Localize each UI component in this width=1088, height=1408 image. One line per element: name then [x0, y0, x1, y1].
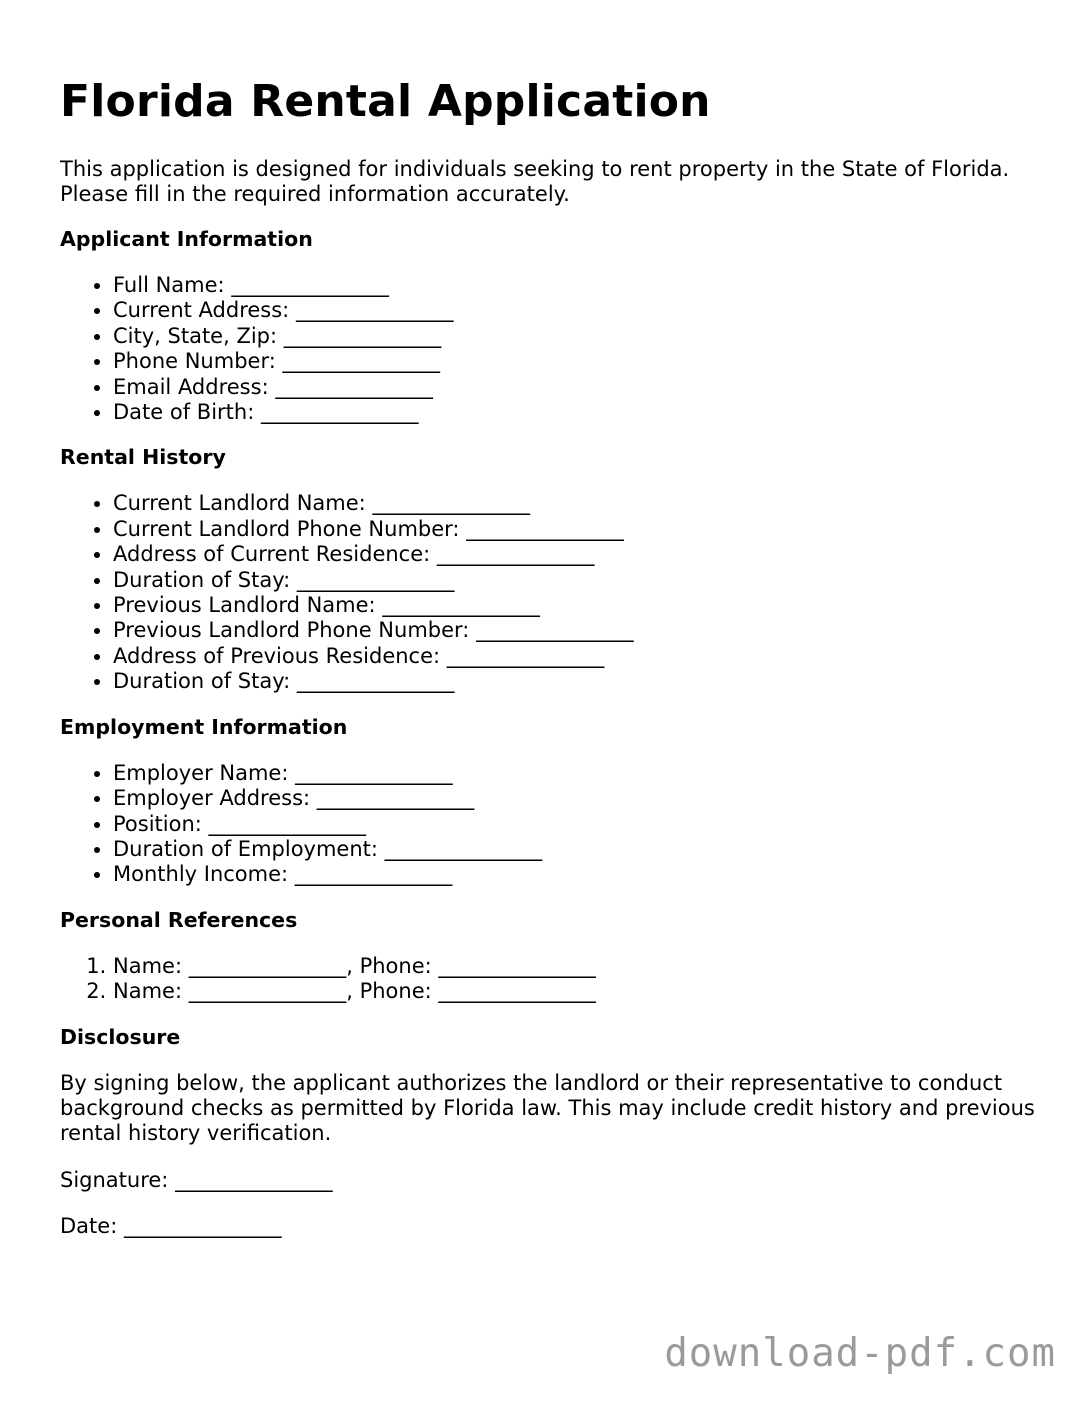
section-heading-applicant: Applicant Information — [60, 227, 313, 251]
reference-phone-label: , Phone: — [346, 953, 432, 978]
signature-label: Signature: — [60, 1167, 169, 1192]
field-label: Position: — [113, 811, 202, 836]
list-item — [113, 273, 1040, 298]
fill-in-blank[interactable]: _______________ — [294, 862, 453, 887]
list-item — [113, 786, 1040, 811]
field-label: Current Landlord Name: — [113, 491, 366, 516]
list-item — [113, 644, 1040, 669]
list-item — [113, 542, 1040, 567]
date-blank[interactable]: _______________ — [123, 1213, 282, 1238]
intro-paragraph: This application is designed for individuals seeking to rent property in the State of Florida. Please fill in the required information accurately. — [60, 157, 1010, 206]
field-label: Full Name: — [113, 273, 225, 297]
field-label: Employer Name: — [113, 760, 289, 785]
list-item — [113, 618, 1040, 643]
reference-phone-label: , Phone: — [346, 979, 432, 1004]
fill-in-blank[interactable]: _______________ — [295, 760, 453, 785]
fill-in-blank[interactable]: _______________ — [436, 542, 595, 567]
fill-in-blank[interactable]: _______________ — [372, 491, 530, 516]
list-item — [113, 568, 1040, 593]
reference-name-label: Name: — [113, 979, 183, 1004]
list-item — [113, 324, 1040, 349]
signature-line — [60, 1168, 1040, 1193]
employment-field-list — [60, 761, 1040, 888]
signature-blank[interactable]: _______________ — [175, 1167, 333, 1192]
list-item — [113, 400, 1040, 425]
fill-in-blank[interactable]: _______________ — [188, 979, 347, 1004]
field-label: Duration of Employment: — [113, 836, 378, 861]
fill-in-blank[interactable]: _______________ — [275, 374, 433, 399]
list-item — [113, 593, 1040, 618]
fill-in-blank[interactable]: _______________ — [438, 979, 596, 1004]
fill-in-blank[interactable]: _______________ — [382, 593, 540, 618]
field-label: Monthly Income: — [113, 862, 289, 887]
field-label: Email Address: — [113, 374, 269, 399]
rental-history-field-list — [60, 491, 1040, 694]
list-item — [113, 349, 1040, 374]
list-item — [113, 812, 1040, 837]
fill-in-blank[interactable]: _______________ — [296, 567, 455, 592]
list-item — [113, 954, 1040, 979]
list-item — [113, 669, 1040, 694]
fill-in-blank[interactable]: _______________ — [260, 400, 419, 425]
field-label: Duration of Stay: — [113, 567, 291, 592]
section-heading-rental-history: Rental History — [60, 445, 226, 470]
section-heading-references: Personal References — [60, 907, 298, 932]
fill-in-blank[interactable]: _______________ — [446, 643, 605, 668]
date-line — [60, 1214, 1040, 1239]
field-label: Date of Birth: — [113, 400, 255, 425]
field-label: Previous Landlord Name: — [113, 593, 376, 618]
list-item — [113, 491, 1040, 516]
list-item — [113, 979, 1040, 1004]
fill-in-blank[interactable]: _______________ — [231, 273, 389, 297]
field-label: Address of Current Residence: — [113, 542, 431, 567]
field-label: Phone Number: — [113, 349, 276, 374]
fill-in-blank[interactable]: _______________ — [295, 298, 454, 323]
reference-name-label: Name: — [113, 953, 183, 978]
fill-in-blank[interactable]: _______________ — [438, 953, 596, 978]
list-item — [113, 298, 1040, 323]
fill-in-blank[interactable]: _______________ — [296, 669, 455, 694]
fill-in-blank[interactable]: _______________ — [188, 953, 347, 978]
watermark: download-pdf.com — [664, 1331, 1056, 1376]
list-item — [113, 761, 1040, 786]
references-list — [60, 954, 1040, 1005]
fill-in-blank[interactable]: _______________ — [208, 811, 367, 836]
applicant-field-list — [60, 273, 1040, 425]
disclosure-text: By signing below, the applicant authorizes the landlord or their representative to conduct background checks as permitted by Florida law. This may include credit history and previous rental history verification. — [60, 1070, 1035, 1146]
document — [60, 0, 1040, 1239]
field-label: Current Landlord Phone Number: — [113, 516, 460, 541]
field-label: Employer Address: — [113, 786, 311, 811]
date-label: Date: — [60, 1213, 118, 1238]
list-item — [113, 375, 1040, 400]
field-label: Address of Previous Residence: — [113, 643, 441, 668]
field-label: City, State, Zip: — [113, 323, 278, 348]
section-heading-disclosure: Disclosure — [60, 1024, 181, 1049]
section-heading-employment: Employment Information — [60, 714, 348, 739]
fill-in-blank[interactable]: _______________ — [384, 836, 543, 861]
field-label: Duration of Stay: — [113, 669, 291, 694]
fill-in-blank[interactable]: _______________ — [466, 516, 624, 541]
list-item — [113, 517, 1040, 542]
page-title: Florida Rental Application — [60, 76, 711, 127]
fill-in-blank[interactable]: _______________ — [282, 349, 440, 374]
fill-in-blank[interactable]: _______________ — [316, 786, 475, 811]
field-label: Current Address: — [113, 298, 290, 323]
list-item — [113, 862, 1040, 887]
list-item — [113, 837, 1040, 862]
fill-in-blank[interactable]: _______________ — [476, 618, 634, 643]
field-label: Previous Landlord Phone Number: — [113, 618, 470, 643]
fill-in-blank[interactable]: _______________ — [283, 323, 442, 348]
